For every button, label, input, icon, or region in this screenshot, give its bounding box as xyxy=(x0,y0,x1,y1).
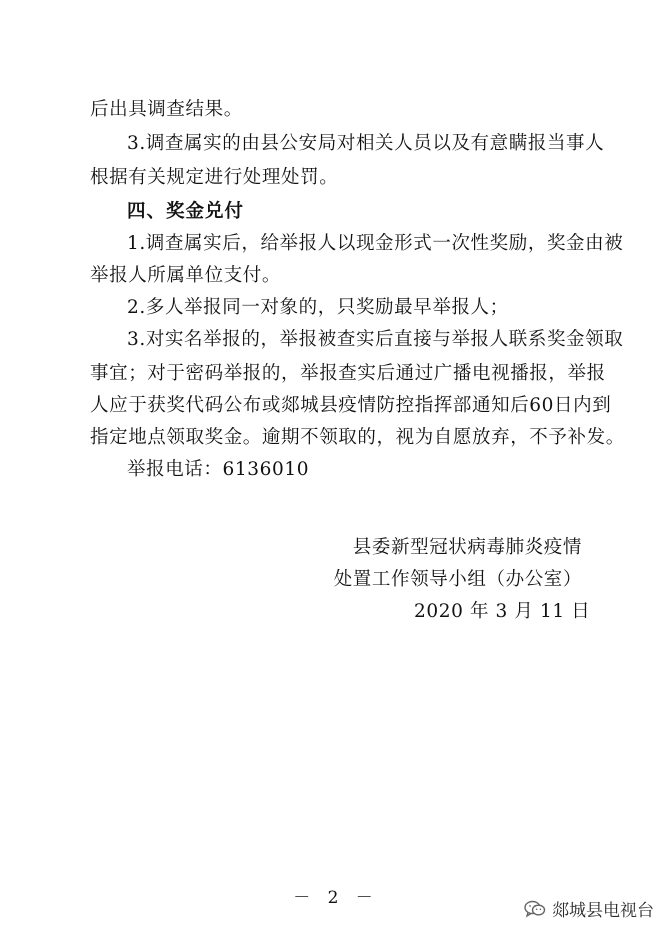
paragraph-line: 3.对实名举报的，举报被查实后直接与举报人联系奖金领取 xyxy=(127,329,624,350)
paragraph-line: 1.调查属实后，给举报人以现金形式一次性奖励，奖金由被 xyxy=(127,233,624,254)
paragraph-line: 事宜；对于密码举报的，举报查实后通过广播电视播报，举报 xyxy=(90,363,606,384)
signature-org-line1: 县委新型冠状病毒肺炎疫情 xyxy=(352,537,582,558)
paragraph-line: 人应于获奖代码公布或郯城县疫情防控指挥部通知后60日内到 xyxy=(90,395,612,416)
section-heading: 四、奖金兑付 xyxy=(127,201,245,222)
paragraph-line: 2.多人举报同一对象的，只奖励最早举报人； xyxy=(127,297,509,318)
paragraph-line: 指定地点领取奖金。逾期不领取的，视为自愿放弃，不予补发。 xyxy=(90,427,625,448)
watermark xyxy=(524,896,654,921)
hotline-line: 举报电话：6136010 xyxy=(127,459,310,480)
paragraph-line: 后出具调查结果。 xyxy=(90,99,243,120)
paragraph-line: 举报人所属单位支付。 xyxy=(90,265,282,286)
paragraph-line: 根据有关规定进行处理处罚。 xyxy=(90,167,339,188)
paragraph-line: 3.调查属实的由县公安局对相关人员以及有意瞒报当事人 xyxy=(127,133,605,154)
signature-org-line2: 处置工作领导小组（办公室） xyxy=(333,569,582,590)
signature-date: 2020 年 3 月 11 日 xyxy=(414,601,591,622)
watermark-text: 郯城县电视台 xyxy=(552,901,654,921)
wechat-icon xyxy=(524,900,546,918)
page-number: － 2 － xyxy=(293,888,379,908)
